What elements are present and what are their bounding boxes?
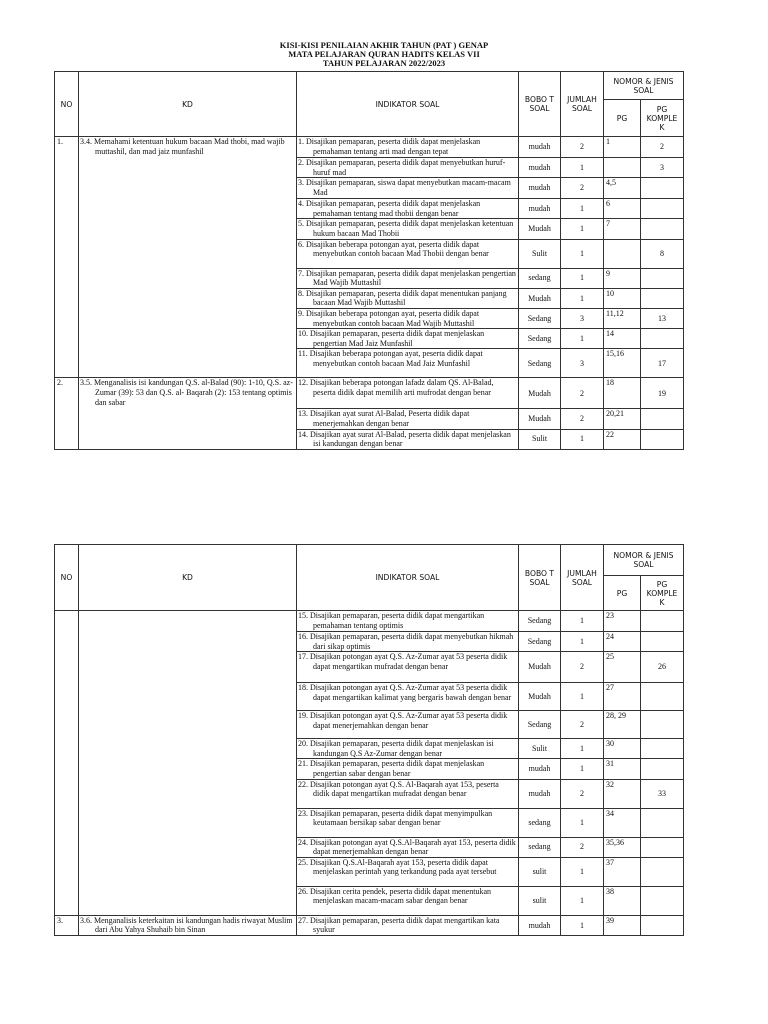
jumlah-soal: 1 (561, 239, 604, 268)
indikator-soal: 1. Disajikan pemaparan, peserta didik dapat menjelaskan pemahaman tentang arti mad dengan tepat (297, 137, 519, 158)
nomor-pg: 31 (604, 759, 641, 779)
bobot-soal: Sulit (519, 739, 561, 759)
col-header-pg-kompleks: PG KOMPLE K (641, 100, 684, 137)
nomor-pg-kompleks (641, 199, 684, 219)
bobot-soal: Sedang (519, 308, 561, 328)
indikator-soal: 18. Disajikan potongan ayat Q.S. Az-Zumar ayat 53 peserta didik dapat mengartikan kalimat yang bergaris bawah dengan benar (297, 683, 519, 711)
jumlah-soal: 3 (561, 308, 604, 328)
nomor-pg-kompleks (641, 178, 684, 199)
col-header-indikator: INDIKATOR SOAL (297, 72, 519, 137)
kd-number: 3. (55, 915, 79, 935)
bobot-soal: mudah (519, 779, 561, 808)
bobot-soal: sulit (519, 886, 561, 915)
indikator-soal: 17. Disajikan potongan ayat Q.S. Az-Zumar ayat 53 peserta didik dapat mengartikan mufradat dengan benar (297, 652, 519, 683)
kd-text (79, 611, 297, 916)
nomor-pg: 24 (604, 632, 641, 652)
nomor-pg-kompleks: 8 (641, 239, 684, 268)
indikator-soal: 2. Disajikan pemaparan, peserta didik dapat menyebutkan huruf-huruf mad (297, 158, 519, 178)
col-header-pg: PG (604, 100, 641, 137)
nomor-pg-kompleks: 13 (641, 308, 684, 328)
bobot-soal: Sedang (519, 329, 561, 349)
indikator-soal: 16. Disajikan pemaparan, peserta didik dapat menyebutkan hikmah dari sikap optimis (297, 632, 519, 652)
jumlah-soal: 1 (561, 268, 604, 288)
nomor-pg: 25 (604, 652, 641, 683)
indikator-soal: 13. Disajikan ayat surat Al-Balad, Peserta didik dapat menerjemahkan dengan benar (297, 409, 519, 429)
nomor-pg-kompleks (641, 915, 684, 935)
jumlah-soal: 1 (561, 219, 604, 239)
nomor-pg-kompleks (641, 739, 684, 759)
kd-number: 2. (55, 378, 79, 449)
jumlah-soal: 1 (561, 611, 604, 632)
indikator-soal: 8. Disajikan pemaparan, peserta didik dapat menentukan panjang bacaan Mad Wajib Muttashil (297, 288, 519, 308)
nomor-pg-kompleks: 2 (641, 137, 684, 158)
indikator-soal: 24. Disajikan potongan ayat Q.S.Al-Baqarah ayat 153, peserta didik dapat menerjemahkan dengan benar (297, 837, 519, 857)
bobot-soal: mudah (519, 915, 561, 935)
bobot-soal: Mudah (519, 378, 561, 409)
bobot-soal: Sedang (519, 711, 561, 739)
nomor-pg: 35,36 (604, 837, 641, 857)
indikator-soal: 11. Disajikan beberapa potongan ayat, peserta didik dapat menyebutkan contoh bacaan Mad Jaiz Munfashil (297, 349, 519, 378)
col-header-bobot: BOBO T SOAL (519, 72, 561, 137)
indikator-soal: 23. Disajikan pemaparan, peserta didik dapat menyimpulkan keutamaan bersikap sabar dengan benar (297, 808, 519, 837)
kd-number (55, 611, 79, 916)
nomor-pg: 11,12 (604, 308, 641, 328)
jumlah-soal: 1 (561, 683, 604, 711)
jumlah-soal: 1 (561, 857, 604, 886)
nomor-pg-kompleks (641, 857, 684, 886)
nomor-pg-kompleks (641, 683, 684, 711)
bobot-soal: sedang (519, 808, 561, 837)
document-title-line-2: MATA PELAJARAN QURAN HADITS KELAS VII (288, 49, 480, 59)
nomor-pg: 34 (604, 808, 641, 837)
col-header-pg: PG (604, 576, 641, 611)
jumlah-soal: 2 (561, 409, 604, 429)
jumlah-soal: 2 (561, 137, 604, 158)
indikator-soal: 4. Disajikan pemaparan, peserta didik dapat menjelaskan pemahaman tentang mad thobii dengan benar (297, 199, 519, 219)
nomor-pg: 30 (604, 739, 641, 759)
kd-text: 3.5. Menganalisis isi kandungan Q.S. al-Balad (90): 1-10, Q.S. az-Zumar (39): 53 dan Q.S. al- Baqarah (2): 153 tentang optimis dan sabar (79, 378, 297, 449)
indikator-soal: 3. Disajikan pemaparan, siswa dapat menyebutkan macam-macam Mad (297, 178, 519, 199)
bobot-soal: sedang (519, 837, 561, 857)
nomor-pg: 4,5 (604, 178, 641, 199)
jumlah-soal: 2 (561, 652, 604, 683)
kisi-kisi-table-2 (54, 544, 684, 936)
jumlah-soal: 2 (561, 178, 604, 199)
jumlah-soal: 1 (561, 288, 604, 308)
table-1-body (55, 137, 684, 450)
indikator-soal: 26. Disajikan cerita pendek, peserta didik dapat menentukan menjelaskan macam-macam sabar dengan benar (297, 886, 519, 915)
col-header-kd: KD (79, 545, 297, 611)
bobot-soal: Sedang (519, 611, 561, 632)
indikator-soal: 20. Disajikan pemaparan, peserta didik dapat menjelaskan isi kandungan Q.S Az-Zumar dengan benar (297, 739, 519, 759)
nomor-pg-kompleks (641, 632, 684, 652)
nomor-pg-kompleks (641, 288, 684, 308)
jumlah-soal: 1 (561, 429, 604, 449)
nomor-pg: 27 (604, 683, 641, 711)
jumlah-soal: 1 (561, 759, 604, 779)
bobot-soal: sulit (519, 857, 561, 886)
col-header-pg-kompleks: PG KOMPLE K (641, 576, 684, 611)
col-header-kd: KD (79, 72, 297, 137)
nomor-pg-kompleks (641, 808, 684, 837)
bobot-soal: Mudah (519, 683, 561, 711)
col-header-no: NO (55, 72, 79, 137)
nomor-pg: 7 (604, 219, 641, 239)
bobot-soal: sedang (519, 268, 561, 288)
kd-text: 3.6. Menganalisis keterkaitan isi kandungan hadis riwayat Muslim dari Abu Yahya Shuhaib bin Sinan (79, 915, 297, 935)
nomor-pg: 20,21 (604, 409, 641, 429)
nomor-pg-kompleks: 33 (641, 779, 684, 808)
nomor-pg-kompleks: 26 (641, 652, 684, 683)
nomor-pg: 18 (604, 378, 641, 409)
jumlah-soal: 1 (561, 739, 604, 759)
col-header-no: NO (55, 545, 79, 611)
bobot-soal: Mudah (519, 288, 561, 308)
nomor-pg-kompleks (641, 268, 684, 288)
col-header-bobot: BOBO T SOAL (519, 545, 561, 611)
col-header-jumlah: JUMLAH SOAL (561, 72, 604, 137)
jumlah-soal: 3 (561, 349, 604, 378)
jumlah-soal: 2 (561, 779, 604, 808)
bobot-soal: mudah (519, 178, 561, 199)
bobot-soal: Mudah (519, 652, 561, 683)
bobot-soal: mudah (519, 199, 561, 219)
nomor-pg-kompleks (641, 837, 684, 857)
nomor-pg (604, 239, 641, 268)
jumlah-soal: 1 (561, 886, 604, 915)
nomor-pg: 10 (604, 288, 641, 308)
document-title-line-3: TAHUN PELAJARAN 2022/2023 (322, 58, 446, 68)
col-header-nomor-jenis: NOMOR & JENIS SOAL (604, 545, 684, 576)
indikator-soal: 21. Disajikan pemaparan, peserta didik dapat menjelaskan pengertian sabar dengan benar (297, 759, 519, 779)
table-row (55, 137, 684, 158)
nomor-pg-kompleks (641, 611, 684, 632)
jumlah-soal: 1 (561, 632, 604, 652)
indikator-soal: 14. Disajikan ayat surat Al-Balad, peserta didik dapat menjelaskan isi kandungan dengan benar (297, 429, 519, 449)
jumlah-soal: 1 (561, 808, 604, 837)
jumlah-soal: 1 (561, 199, 604, 219)
bobot-soal: mudah (519, 137, 561, 158)
col-header-jumlah: JUMLAH SOAL (561, 545, 604, 611)
jumlah-soal: 2 (561, 378, 604, 409)
indikator-soal: 25. Disajikan Q.S.Al-Baqarah ayat 153, peserta didik dapat menjelaskan perintah yang terkandung pada ayat tersebut (297, 857, 519, 886)
indikator-soal: 7. Disajikan pemaparan, peserta didik dapat menjelaskan pengertian Mad Wajib Muttashil (297, 268, 519, 288)
indikator-soal: 12. Disajikan beberapa potongan lafadz dalam QS. Al-Balad, peserta didik dapat memilih arti mufrodat dengan benar (297, 378, 519, 409)
nomor-pg: 28, 29 (604, 711, 641, 739)
nomor-pg: 38 (604, 886, 641, 915)
table-2-body (55, 611, 684, 936)
indikator-soal: 6. Disajikan beberapa potongan ayat, peserta didik dapat menyebutkan contoh bacaan Mad Thobii dengan benar (297, 239, 519, 268)
table-row (55, 915, 684, 935)
nomor-pg: 32 (604, 779, 641, 808)
bobot-soal: Sulit (519, 429, 561, 449)
indikator-soal: 22. Disajikan potongan ayat Q.S. Al-Baqarah ayat 153, peserta didik dapat mengartikan mufradat dengan benar (297, 779, 519, 808)
nomor-pg-kompleks: 17 (641, 349, 684, 378)
nomor-pg: 15,16 (604, 349, 641, 378)
table-row (55, 611, 684, 632)
col-header-indikator: INDIKATOR SOAL (297, 545, 519, 611)
indikator-soal: 10. Disajikan pemaparan, peserta didik dapat menjelaskan pengertian Mad Jaiz Munfashil (297, 329, 519, 349)
col-header-nomor-jenis: NOMOR & JENIS SOAL (604, 72, 684, 100)
bobot-soal: Mudah (519, 409, 561, 429)
nomor-pg (604, 158, 641, 178)
nomor-pg: 6 (604, 199, 641, 219)
nomor-pg: 1 (604, 137, 641, 158)
nomor-pg: 23 (604, 611, 641, 632)
nomor-pg-kompleks (641, 219, 684, 239)
nomor-pg-kompleks (641, 711, 684, 739)
jumlah-soal: 1 (561, 915, 604, 935)
bobot-soal: Mudah (519, 219, 561, 239)
nomor-pg-kompleks (641, 759, 684, 779)
nomor-pg-kompleks: 19 (641, 378, 684, 409)
indikator-soal: 19. Disajikan potongan ayat Q.S. Az-Zumar ayat 53 peserta didik dapat menerjemahkan dengan benar (297, 711, 519, 739)
jumlah-soal: 1 (561, 329, 604, 349)
jumlah-soal: 2 (561, 837, 604, 857)
nomor-pg: 14 (604, 329, 641, 349)
nomor-pg: 9 (604, 268, 641, 288)
indikator-soal: 9. Disajikan beberapa potongan ayat, peserta didik dapat menyebutkan contoh bacaan Mad Wajib Muttashil (297, 308, 519, 328)
bobot-soal: Sedang (519, 349, 561, 378)
nomor-pg: 37 (604, 857, 641, 886)
jumlah-soal: 1 (561, 158, 604, 178)
bobot-soal: mudah (519, 759, 561, 779)
kd-text: 3.4. Memahami ketentuan hukum bacaan Mad thobi, mad wajib muttashil, dan mad jaiz munfashil (79, 137, 297, 378)
nomor-pg-kompleks (641, 409, 684, 429)
nomor-pg: 22 (604, 429, 641, 449)
bobot-soal: Sulit (519, 239, 561, 268)
nomor-pg-kompleks (641, 886, 684, 915)
nomor-pg-kompleks: 3 (641, 158, 684, 178)
bobot-soal: Sedang (519, 632, 561, 652)
kisi-kisi-table-1 (54, 71, 684, 450)
table-row (55, 378, 684, 409)
bobot-soal: mudah (519, 158, 561, 178)
indikator-soal: 27. Disajikan pemaparan, peserta didik dapat mengartikan kata syukur (297, 915, 519, 935)
nomor-pg: 39 (604, 915, 641, 935)
jumlah-soal: 2 (561, 711, 604, 739)
nomor-pg-kompleks (641, 329, 684, 349)
indikator-soal: 5. Disajikan pemaparan, peserta didik dapat menjelaskan ketentuan hukum bacaan Mad Thobii (297, 219, 519, 239)
document-title-line-1: KISI-KISI PENILAIAN AKHIR TAHUN (PAT ) GENAP (279, 40, 489, 50)
kd-number: 1. (55, 137, 79, 378)
indikator-soal: 15. Disajikan pemaparan, peserta didik dapat mengartikan pemahaman tentang optimis (297, 611, 519, 632)
nomor-pg-kompleks (641, 429, 684, 449)
